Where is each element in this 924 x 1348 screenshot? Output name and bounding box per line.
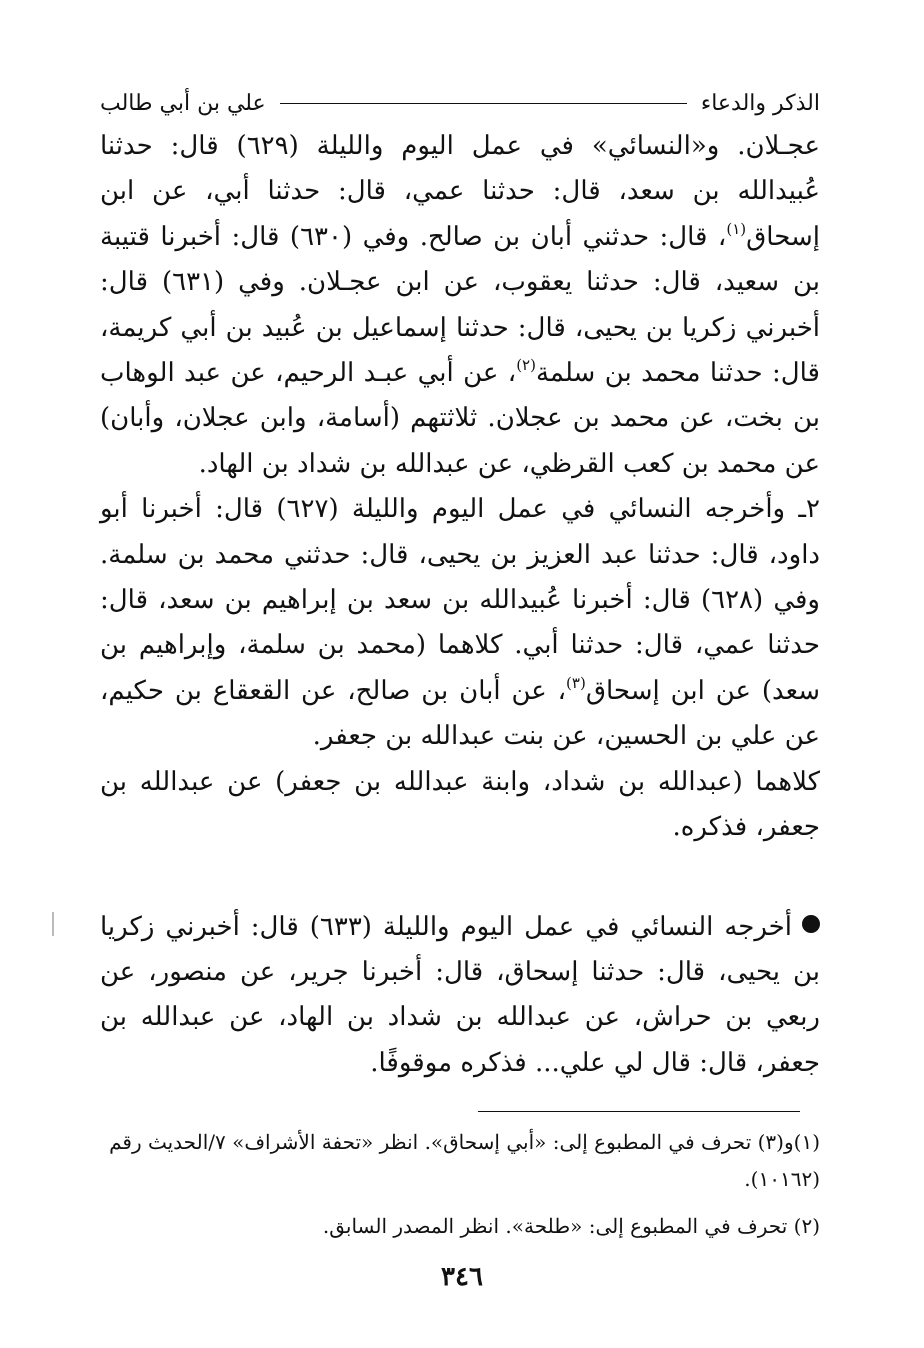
footnote-ref-2: (٢)	[516, 356, 536, 375]
bullet-icon	[802, 915, 820, 933]
paragraph-4: أخرجه النسائي في عمل اليوم والليلة (٦٣٣) قال: أخبرني زكريا بن يحيى، قال: حدثنا إسحاق، قال: أخبرنا جرير، عن منصور، عن ربعي بن حراش، عن عبدالله بن شداد بن الهاد، عن عبدالله بن جعفر، قال: قال لي علي... فذكره موقوفًا.	[100, 911, 820, 1078]
margin-mark	[52, 912, 54, 936]
page-number: ٣٤٦	[441, 1262, 483, 1292]
paragraph-1: عجـلان. و«النسائي» في عمل اليوم والليلة (٦٢٩) قال: حدثنا عُبيدالله بن سعد، قال: حدثنا عمي، قال: حدثنا أبي، عن ابن إسحاق$^{(١)}$، قال: حدثني أبان بن صالح. وفي (٦٣٠) قال: أخبرنا قتيبة بن سعيد، قال: حدثنا يعقوب، عن ابن عجـلان. وفي (٦٣١) قال: أخبرني زكريا بن يحيى، قال: حدثنا إسماعيل بن عُبيد بن أبي كريمة، قال: حدثنا محمد بن سلمة$^{(٢)}$، عن أبي عبـد الرحيم، عن عبد الوهاب بن بخت، عن محمد بن عجلان. ثلاثتهم (أسامة، وابن عجلان، وأبان) عن محمد بن كعب القرظي، عن عبدالله بن شداد بن الهاد.	[100, 131, 820, 479]
main-text	[100, 124, 820, 1086]
paragraph-3: كلاهما (عبدالله بن شداد، وابنة عبدالله بن جعفر) عن عبدالله بن جعفر، فذكره.	[100, 766, 820, 843]
footnotes	[100, 1124, 820, 1245]
author-title: علي بن أبي طالب	[100, 90, 266, 116]
footnote-ref-3: (٣)	[566, 673, 586, 692]
footnote-1: (١)و(٣) تحرف في المطبوع إلى: «أبي إسحاق». انظر «تحفة الأشراف» ٧/الحديث رقم (١٠١٦٢).	[109, 1130, 820, 1191]
section-title: الذكر والدعاء	[700, 90, 820, 116]
paragraph-2: ٢ـ وأخرجه النسائي في عمل اليوم والليلة (٦٢٧) قال: أخبرنا أبو داود، قال: حدثنا عبد العزيز بن يحيى، قال: حدثني محمد بن سلمة. وفي (٦٢٨) قال: أخبرنا عُبيدالله بن سعد بن إبراهيم بن سعد، قال: حدثنا عمي، قال: حدثنا أبي. كلاهما (محمد بن سلمة، وإبراهيم بن سعد) عن ابن إسحاق$^{(٣)}$، عن أبان بن صالح، عن القعقاع بن حكيم، عن علي بن الحسين، عن بنت عبدالله بن جعفر.	[100, 494, 820, 752]
footnote-separator	[478, 1111, 800, 1112]
running-header	[100, 88, 820, 118]
footnote-ref-1: (١)	[726, 219, 747, 238]
footnote-2: (٢) تحرف في المطبوع إلى: «طلحة». انظر المصدر السابق.	[322, 1214, 820, 1238]
header-rule	[280, 103, 687, 104]
